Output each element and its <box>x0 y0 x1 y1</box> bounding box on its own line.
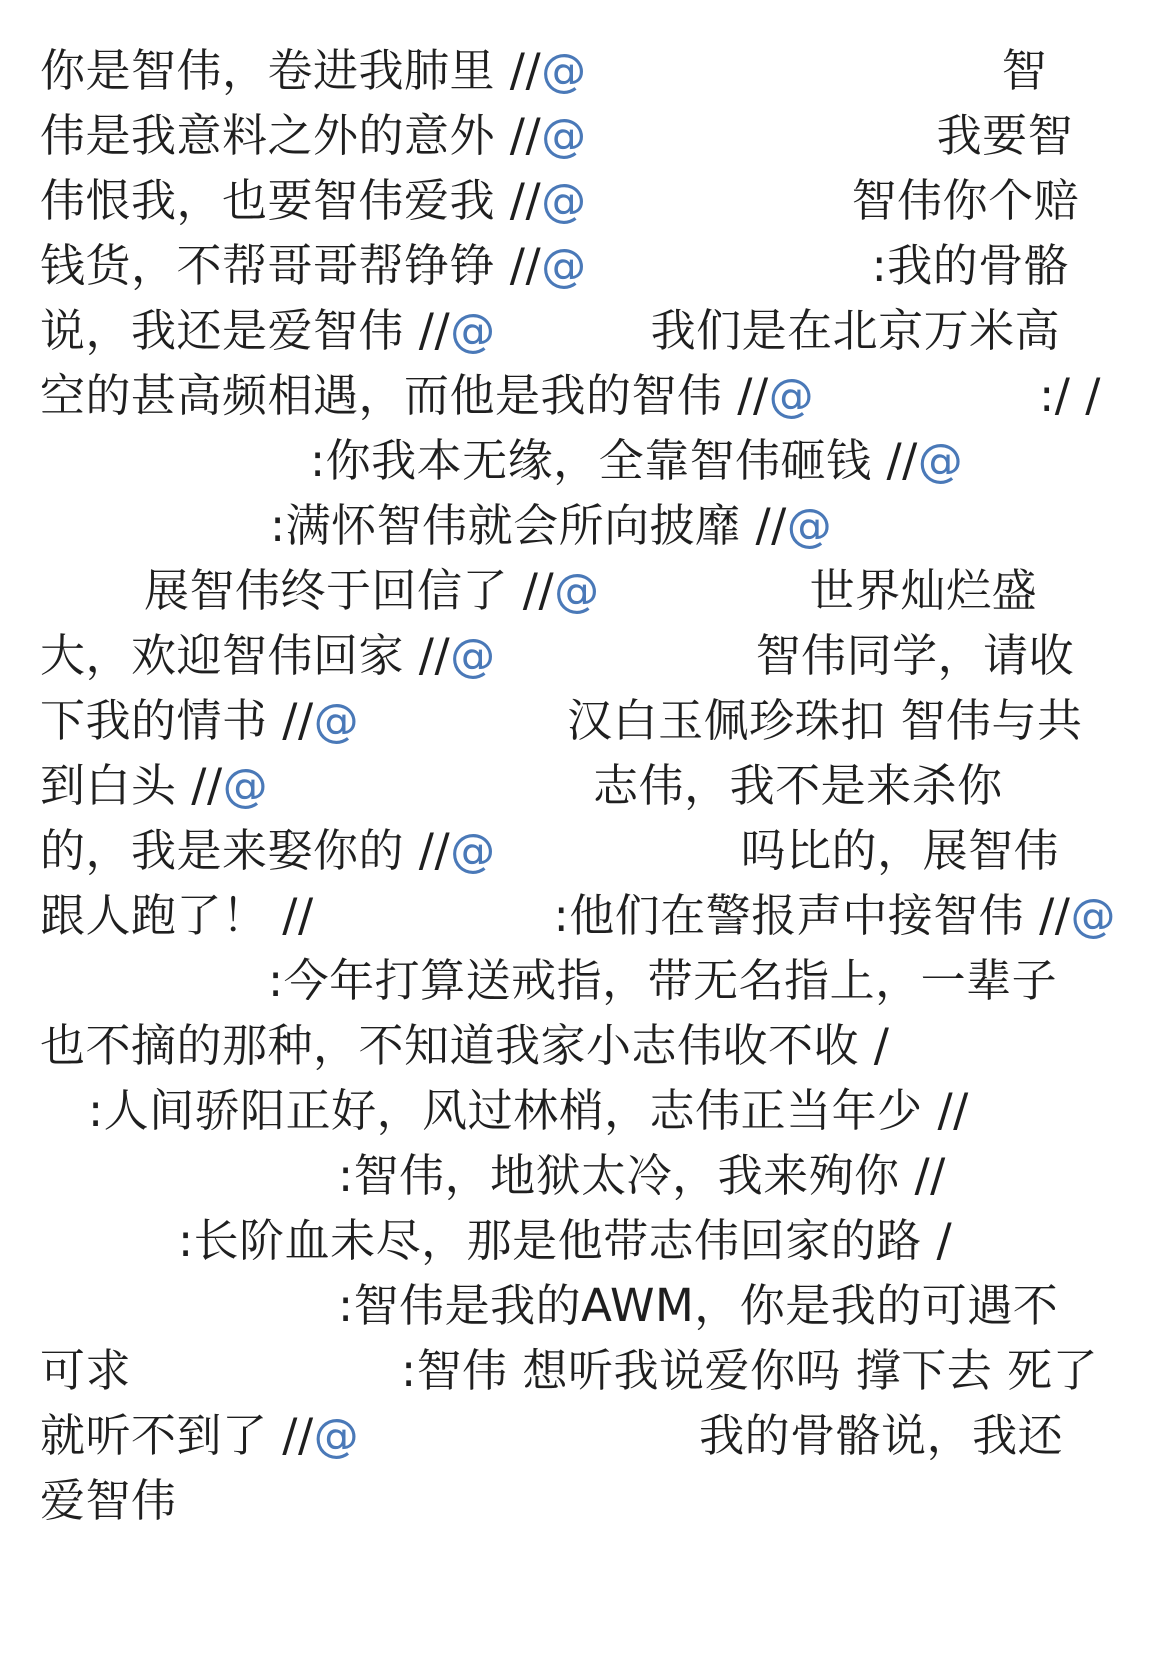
mention-at[interactable]: @ <box>768 369 815 422</box>
repost-text: :智伟是我的AWM，你是我的可遇不 <box>338 1279 1059 1332</box>
repost-text: 爱智伟 <box>40 1474 177 1527</box>
repost-text: 智 <box>1001 44 1048 97</box>
mention-at[interactable]: @ <box>450 629 496 682</box>
mention-at[interactable]: @ <box>450 824 496 877</box>
mention-at[interactable]: @ <box>786 499 833 552</box>
mention-at[interactable]: @ <box>313 694 360 747</box>
text-line <box>40 101 1073 171</box>
repost-text: :/ / <box>1039 369 1101 422</box>
repost-text: 我们是在北京万米高 <box>650 304 1061 357</box>
text-line <box>40 751 1003 821</box>
repost-text: 大，欢迎智伟回家 // <box>40 629 451 682</box>
repost-text: 伟是我意料之外的意外 // <box>40 109 542 162</box>
repost-text: 吗比的，展智伟 <box>740 824 1060 877</box>
repost-text: 展智伟终于回信了 // <box>144 564 555 617</box>
text-line <box>40 621 1074 691</box>
repost-text: 空的甚高频相遇，而他是我的智伟 // <box>40 369 769 422</box>
repost-text: :智伟，地狱太冷，我来殉你 // <box>338 1149 946 1202</box>
repost-text: :他们在警报声中接智伟 // <box>553 889 1071 942</box>
repost-text: :人间骄阳正好，风过林梢，志伟正当年少 // <box>88 1084 969 1137</box>
repost-text: 我要智 <box>936 109 1074 162</box>
text-line <box>270 491 832 561</box>
text-line <box>40 166 1079 236</box>
text-line <box>338 1141 946 1211</box>
text-line <box>178 1206 952 1276</box>
repost-text: 汉白玉佩珍珠扣 智伟与共 <box>567 694 1083 747</box>
text-line <box>40 816 1059 886</box>
mention-at[interactable]: @ <box>917 434 964 487</box>
text-line <box>268 946 1057 1016</box>
repost-text: 下我的情书 // <box>40 694 314 747</box>
mention-at[interactable]: @ <box>541 239 587 292</box>
mention-at[interactable]: @ <box>222 759 269 812</box>
repost-text: 就听不到了 // <box>40 1409 314 1462</box>
repost-text: :智伟 想听我说爱你吗 撑下去 死了 <box>401 1344 1099 1397</box>
repost-text: 世界灿烂盛 <box>809 564 1038 617</box>
repost-text: 志伟，我不是来杀你 <box>593 759 1003 812</box>
mention-at[interactable]: @ <box>554 564 600 617</box>
repost-text: 智伟同学，请收 <box>755 629 1075 682</box>
text-line <box>338 1271 1058 1341</box>
mention-at[interactable]: @ <box>1070 889 1116 942</box>
repost-text: 钱货，不帮哥哥帮铮铮 // <box>40 239 542 292</box>
repost-text: 也不摘的那种，不知道我家小志伟收不收 / <box>40 1019 890 1072</box>
repost-text: :你我本无缘，全靠智伟砸钱 // <box>310 434 918 487</box>
mention-at[interactable]: @ <box>541 174 587 227</box>
repost-text: 我的骨骼说，我还 <box>699 1409 1064 1462</box>
repost-text: 可求 <box>40 1344 132 1397</box>
text-line <box>40 1401 1063 1471</box>
text-line <box>88 1076 969 1146</box>
text-line <box>40 1011 889 1081</box>
repost-text: 的，我是来娶你的 // <box>40 824 451 877</box>
text-line <box>144 556 1037 626</box>
text-line <box>40 231 1069 301</box>
text-line <box>40 881 1116 951</box>
text-line <box>40 686 1082 756</box>
mention-at[interactable]: @ <box>541 109 587 162</box>
text-line <box>40 1336 1098 1406</box>
mention-at[interactable]: @ <box>450 304 496 357</box>
text-line <box>40 1466 177 1536</box>
repost-text: :我的骨骼 <box>871 239 1070 292</box>
mention-at[interactable]: @ <box>541 44 587 97</box>
repost-text: 跟人跑了！ // <box>40 889 314 942</box>
text-line <box>310 426 963 496</box>
repost-text: 伟恨我，也要智伟爱我 // <box>40 174 542 227</box>
repost-text: :今年打算送戒指，带无名指上，一辈子 <box>268 954 1058 1007</box>
repost-text: 到白头 // <box>40 759 223 812</box>
text-line <box>40 36 1047 106</box>
repost-text: :长阶血未尽，那是他带志伟回家的路 / <box>178 1214 953 1267</box>
text-line <box>40 361 1101 431</box>
mention-at[interactable]: @ <box>313 1409 360 1462</box>
repost-text: 智伟你个赔 <box>851 174 1080 227</box>
repost-text: 你是智伟，卷进我肺里 // <box>40 44 542 97</box>
repost-text: :满怀智伟就会所向披靡 // <box>270 499 787 552</box>
repost-text: 说，我还是爱智伟 // <box>40 304 451 357</box>
text-line <box>40 296 1060 366</box>
